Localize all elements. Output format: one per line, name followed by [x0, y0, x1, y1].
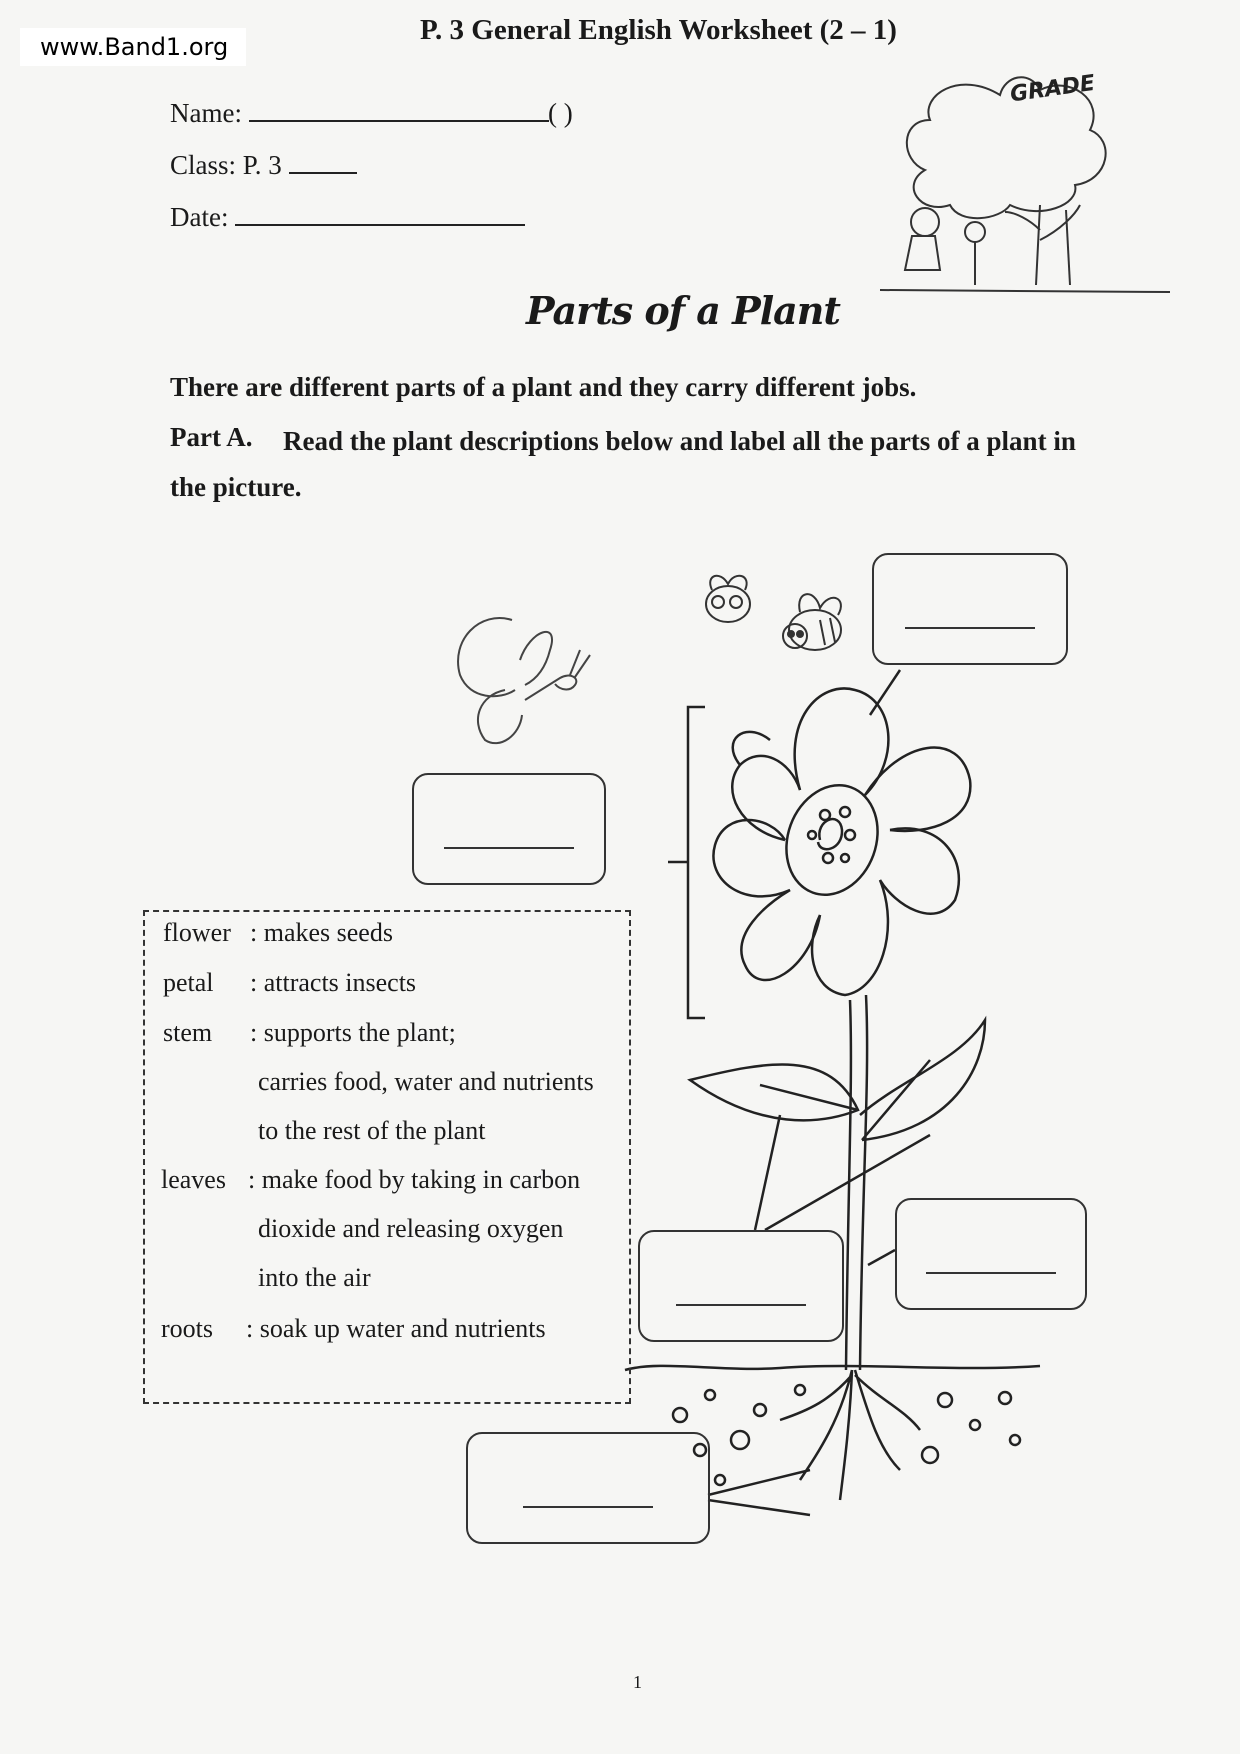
- part-a-instruction: Read the plant descriptions below and label all the parts of a plant in: [283, 426, 1076, 456]
- answer-line[interactable]: [523, 1506, 653, 1508]
- desc-text-leaves-3: into the air: [258, 1263, 371, 1292]
- grade-sign-text: GRADE: [1008, 70, 1097, 108]
- date-label: Date:: [170, 202, 229, 232]
- answer-line[interactable]: [926, 1272, 1056, 1274]
- desc-term-leaves: leaves: [161, 1165, 226, 1194]
- desc-term-flower: flower: [163, 918, 231, 947]
- intro-text: There are different parts of a plant and they carry different jobs.: [170, 372, 917, 402]
- desc-text-roots: : soak up water and nutrients: [246, 1314, 546, 1343]
- desc-term-petal: petal: [163, 968, 214, 997]
- butterfly-icon: [458, 618, 590, 743]
- desc-text-stem: : supports the plant;: [250, 1018, 456, 1047]
- label-box-roots[interactable]: [466, 1432, 710, 1544]
- flower-plant-icon: [625, 670, 1040, 1515]
- part-a-instruction-cont: the picture.: [170, 472, 302, 502]
- page-number: 1: [633, 1672, 642, 1692]
- answer-line[interactable]: [676, 1304, 806, 1306]
- watermark-text: www.Band1.org: [20, 28, 246, 66]
- label-box-petal[interactable]: [872, 553, 1068, 665]
- worksheet-title: P. 3 General English Worksheet (2 – 1): [420, 14, 897, 46]
- page-heading: Parts of a Plant: [526, 288, 840, 333]
- desc-text-leaves: : make food by taking in carbon: [248, 1165, 581, 1194]
- label-box-flower[interactable]: [412, 773, 606, 885]
- label-box-stem[interactable]: [895, 1198, 1087, 1310]
- desc-text-leaves-2: dioxide and releasing oxygen: [258, 1214, 564, 1243]
- label-box-leaves[interactable]: [638, 1230, 844, 1342]
- desc-term-roots: roots: [161, 1314, 213, 1343]
- desc-text-stem-2: carries food, water and nutrients: [258, 1067, 594, 1096]
- answer-line[interactable]: [444, 847, 574, 849]
- name-label: Name:: [170, 98, 242, 128]
- part-a-label: Part A.: [170, 422, 253, 452]
- class-number-paren: ( ): [548, 98, 573, 128]
- desc-text-petal: : attracts insects: [250, 968, 417, 997]
- desc-text-stem-3: to the rest of the plant: [258, 1116, 486, 1145]
- desc-term-stem: stem: [163, 1018, 213, 1047]
- tree-grade-icon: [880, 77, 1170, 292]
- bee-icon: [706, 576, 841, 650]
- answer-line[interactable]: [905, 627, 1035, 629]
- desc-text-flower: : makes seeds: [250, 918, 393, 947]
- class-label: Class: P. 3: [170, 150, 282, 180]
